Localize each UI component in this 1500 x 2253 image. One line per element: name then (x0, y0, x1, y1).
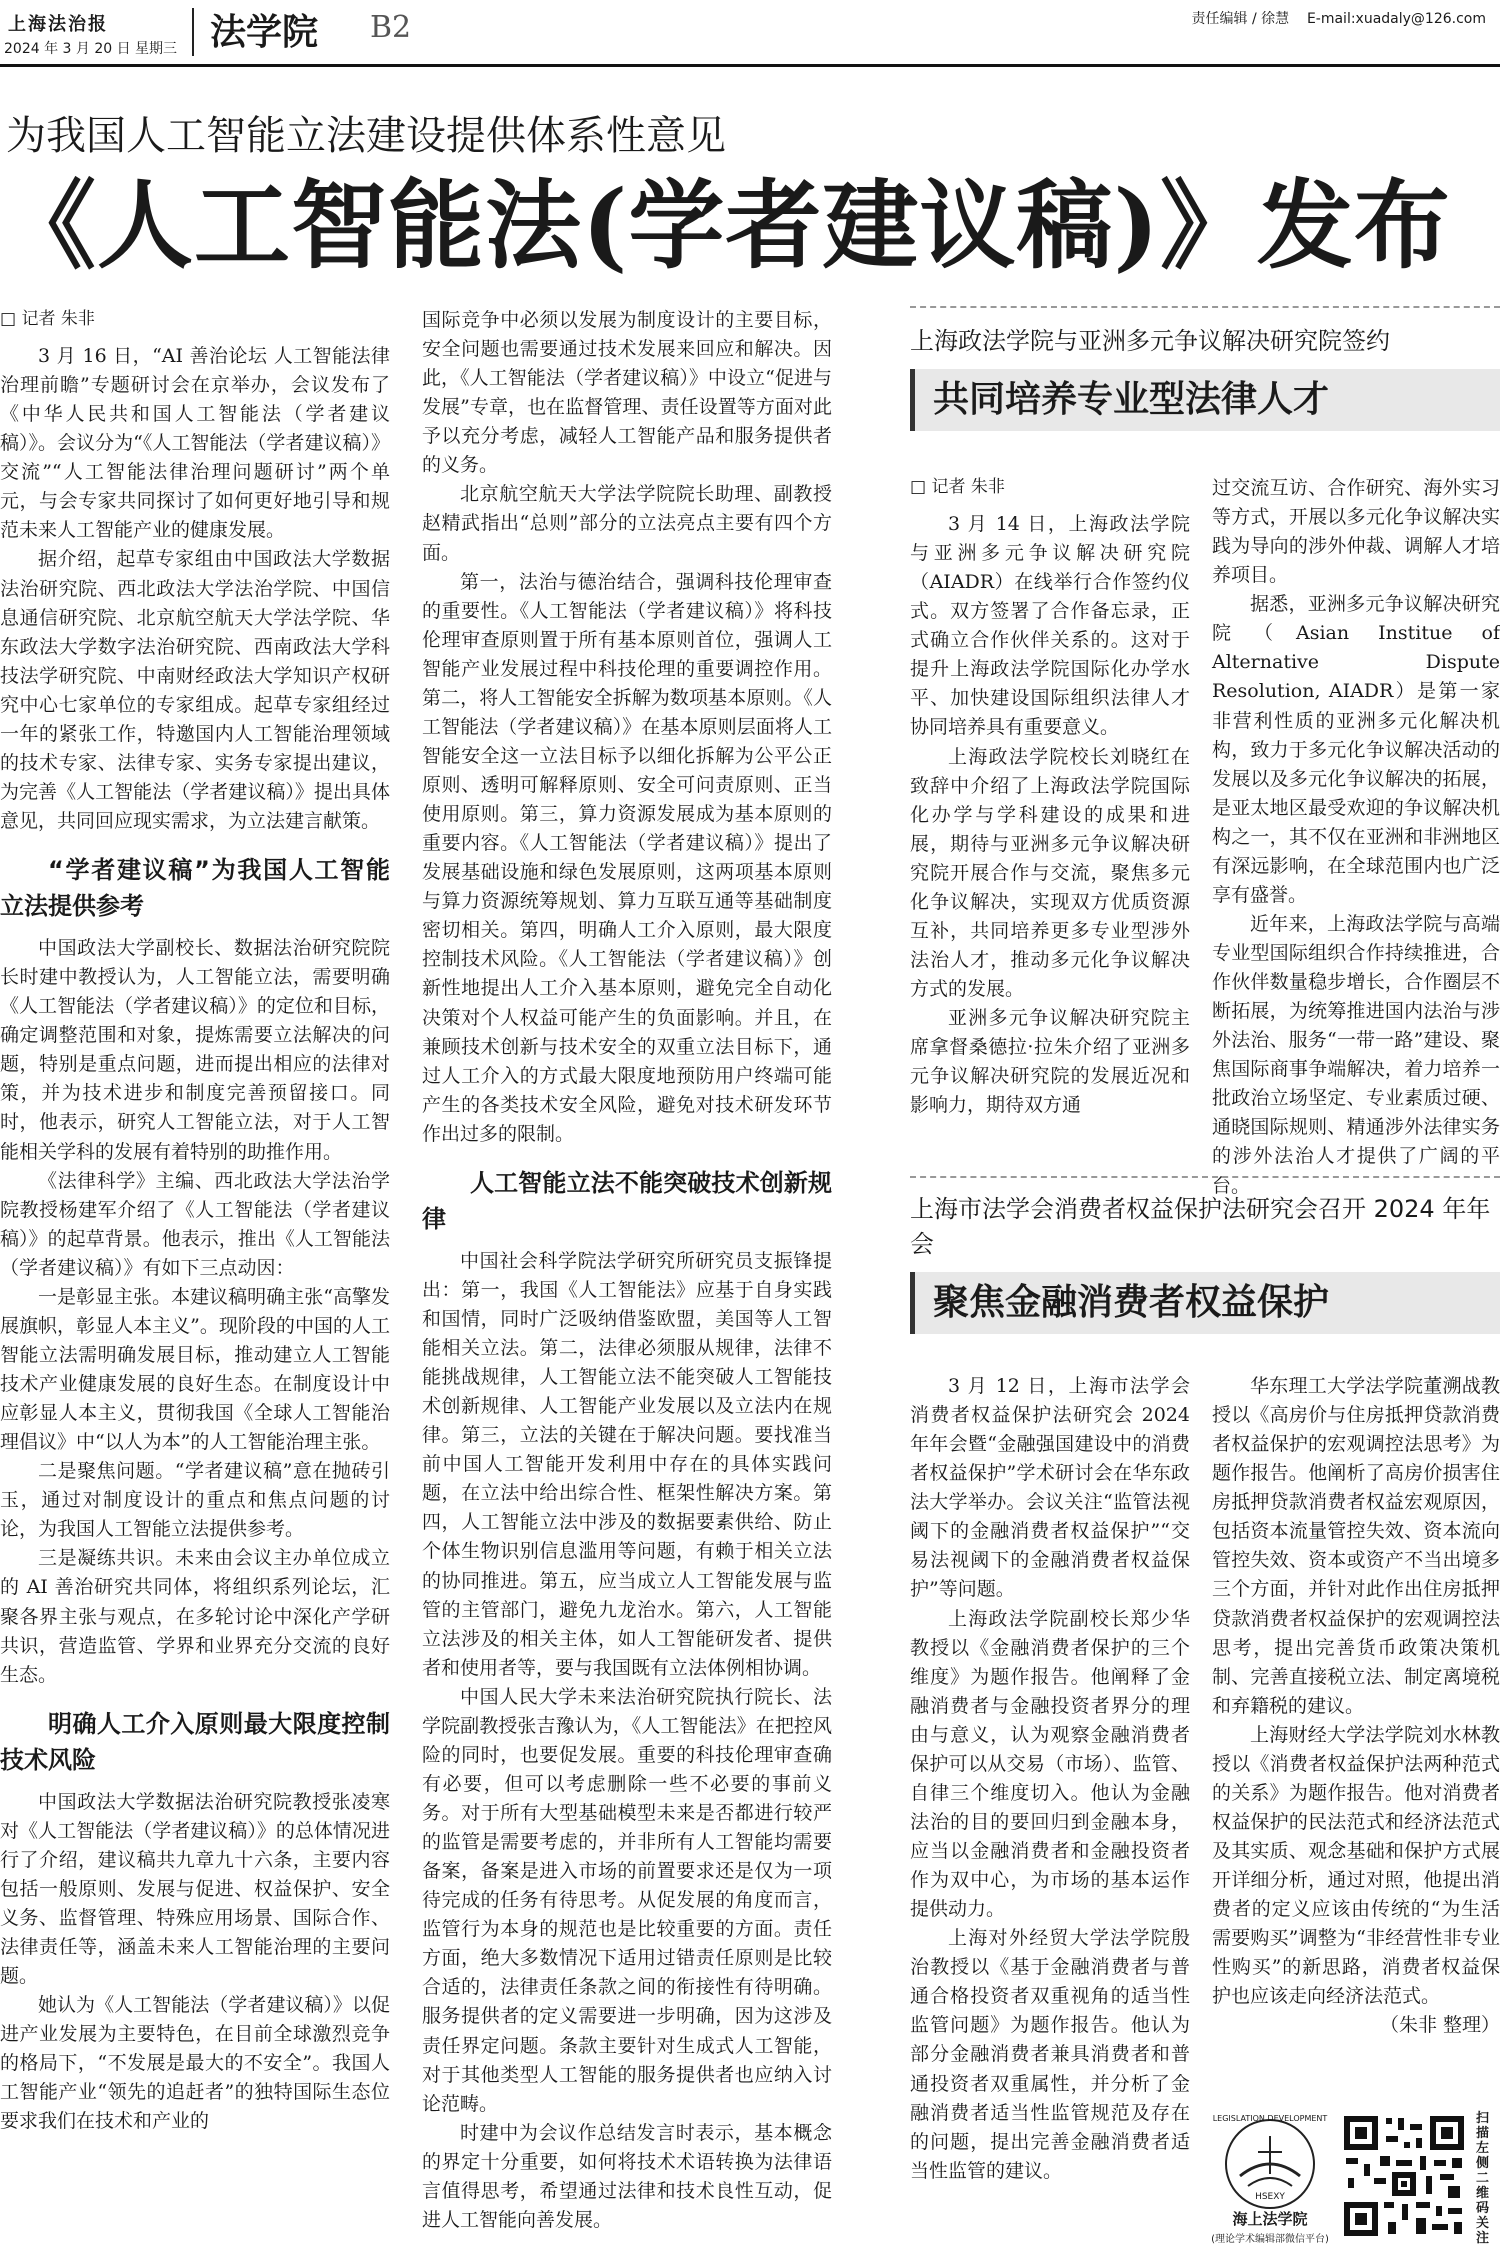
paragraph: 北京航空航天大学法学院院长助理、副教授赵精武指出“总则”部分的立法亮点主要有四个方面。 (422, 483, 832, 564)
story2-column-1 (910, 474, 1190, 1120)
story2-header (910, 324, 1500, 431)
main-kicker: 为我国人工智能立法建设提供体系性意见 (6, 113, 726, 159)
paragraph: 3 月 14 日，上海政法学院与亚洲多元争议解决研究院（AIADR）在线举行合作签约仪式。双方签署了合作备忘录，正式确立合作伙伴关系的。这对于提升上海政法学院国际化办学水平、加快建设国际组织法律人才协同培养具有重要意义。 (910, 513, 1190, 739)
story2-kicker: 上海政法学院与亚洲多元争议解决研究院签约 (910, 327, 1390, 355)
page-number: B2 (370, 10, 412, 45)
story3-header (910, 1192, 1500, 1334)
story3-column-2 (1212, 1372, 1500, 2040)
masthead-rule (0, 64, 1500, 67)
paragraph: 华东理工大学法学院董溯战教授以《高房价与住房抵押贷款消费者权益保护的宏观调控法思考》为题作报告。他阐析了高房价损害住房抵押贷款消费者权益宏观原因，包括资本流量管控失效、资本流向管控失效、资本或资产不当出境多三个方面，并针对此作出住房抵押贷款消费者权益保护的宏观调控法思考，提出完善货币政策决策机制、完善直接税立法、制定离境税和弃籍税的建议。 (1212, 1375, 1500, 1717)
paragraph: 她认为《人工智能法（学者建议稿）》以促进产业发展为主要特色，在目前全球激烈竞争的格局下，“不发展是最大的不安全”。我国人工智能产业“领先的追赶者”的独特国际生态位要求我们在技术和产业的 (0, 1994, 390, 2133)
wechat-note: (理论学术编辑部微信平台) (1211, 2234, 1329, 2245)
paragraph: 3 月 12 日，上海市法学会消费者权益保护法研究会 2024 年年会暨“金融强国建设中的消费者权益保护”学术研讨会在华东政法大学举办。会议关注“监管法视阈下的金融消费者权益保护”“交易法视阈下的金融消费者权益保护”等问题。 (910, 1375, 1190, 1601)
school-name: 海上法学院 (1232, 2210, 1308, 2228)
main-headline: 《人工智能法(学者建议稿)》发布 (0, 169, 1451, 282)
signoff: （朱非 整理） (1379, 2014, 1500, 2037)
masthead (0, 0, 1500, 62)
issue-date: 2024 年 3 月 20 日 星期三 (4, 41, 178, 57)
paragraph: 据悉，亚洲多元争议解决研究院（Asian Institue of Alternative Dispute Resolution, AIADR）是第一家非营利性质的亚洲多元化解决机构，致力于多元化争议解决活动的发展以及多元化争议解决的拓展，是亚太地区最受欢迎的争议解决机构之一，其不仅在亚洲和非洲地区有深远影响，在全球范围内也广泛享有盛誉。 (1212, 593, 1500, 906)
main-byline: □ 记者 朱非 (0, 309, 95, 329)
paragraph: 上海政法学院校长刘晓红在致辞中介绍了上海政法学院国际化办学与学科建设的成果和进展，期待与亚洲多元争议解决研究院开展合作与交流，聚焦多元化争议解决，实现双方优质资源互补，共同培养更多专业型涉外法治人才，推动多元化争议解决方式的发展。 (910, 745, 1190, 1000)
paragraph: 中国政法大学副校长、数据法治研究院院长时建中教授认为，人工智能立法，需要明确《人工智能法（学者建议稿）》的定位和目标，确定调整范围和对象，提炼需要立法解决的问题，特别是重点问题，进而提出相应的法律对策，并为技术进步和制度完善预留接口。同时，他表示，研究人工智能立法，对于人工智能相关学科的发展有着特别的助推作用。 (0, 937, 390, 1163)
story2-column-2 (1212, 474, 1500, 1201)
subheading: 明确人工介入原则最大限度控制技术风险 (0, 1709, 390, 1774)
paragraph: 二是聚焦问题。“学者建议稿”意在抛砖引玉，通过对制度设计的重点和焦点问题的讨论，为我国人工智能立法提供参考。 (0, 1460, 390, 1541)
paragraph: 一是彰显主张。本建议稿明确主张“高擎发展旗帜，彰显人本主义”。现阶段的中国的人工智能立法需明确发展目标，推动建立人工智能技术产业健康发展的良好生态。在制度设计中应彰显人本主义，贯彻我国《全球人工智能治理倡议》中“以人为本”的人工智能治理主张。 (0, 1285, 390, 1454)
masthead-divider (192, 8, 194, 56)
paragraph: 近年来，上海政法学院与高端专业型国际组织合作持续推进，合作伙伴数量稳步增长，合作圈层不断拓展，为统筹推进国内法治与涉外法治、服务“一带一路”建设、聚焦国际商事争端解决，着力培养一批政治立场坚定、专业素质过硬、通晓国际规则、精通涉外法律实务的涉外法治人才提供了广阔的平台。 (1212, 912, 1500, 1197)
editor-email[interactable]: E-mail:xuadaly@126.com (1306, 11, 1486, 27)
section-title: 法学院 (210, 12, 319, 53)
editor-line (1192, 8, 1487, 28)
main-column-2 (422, 306, 832, 2235)
paragraph: 亚洲多元争议解决研究院主席拿督桑德拉·拉朱介绍了亚洲多元争议解决研究院的发展近况和影响力，期待双方通 (910, 1007, 1190, 1117)
subheading: 人工智能立法不能突破技术创新规律 (422, 1168, 832, 1233)
paragraph: 上海政法学院副校长郑少华教授以《金融消费者保护的三个维度》为题作报告。他阐释了金融消费者与金融投资者界分的理由与意义，认为观察金融消费者保护可以从交易（市场）、监管、自律三个维度切入。他认为金融法治的目的要回归到金融本身，应当以金融消费者和金融投资者作为双中心，为市场的基本运作提供动力。 (910, 1607, 1190, 1921)
paper-logo: 上海法治报 (8, 14, 108, 35)
paragraph: 过交流互访、合作研究、海外实习等方式，开展以多元化争议解决实践为导向的涉外仲裁、调解人才培养项目。 (1212, 477, 1500, 587)
story3-kicker: 上海市法学会消费者权益保护法研究会召开 2024 年年会 (910, 1195, 1491, 1258)
paragraph: 《法律科学》主编、西北政法大学法治学院教授杨建军介绍了《人工智能法（学者建议稿）》的起草背景。他表示，推出《人工智能法（学者建议稿）》有如下三点动因： (0, 1169, 390, 1279)
story2-headline: 共同培养专业型法律人才 (910, 369, 1500, 431)
qr-note: 扫描左侧二维码关注 (1476, 2111, 1490, 2246)
paragraph: 中国社会科学院法学研究所研究员支振锋提出：第一，我国《人工智能法》应基于自身实践和国情，同时广泛吸纳借鉴欧盟，美国等人工智能相关立法。第二，法律必须服从规律，法律不能挑战规律，人工智能立法不能突破人工智能技术创新规律、人工智能产业发展以及立法内在规律。第三，立法的关键在于解决问题。要找准当前中国人工智能开发利用中存在的具体实践问题，在立法中给出综合性、框架性解决方案。第四，人工智能立法中涉及的数据要素供给、防止个体生物识别信息滥用等问题，有赖于相关立法的协同推进。第五，应当成立人工智能发展与监管的主管部门，避免九龙治水。第六，人工智能立法涉及的相关主体，如人工智能研发者、提供者和使用者等，要与我国既有立法体例相协调。 (422, 1249, 832, 1679)
paragraph: 国际竞争中必须以发展为制度设计的主要目标，安全问题也需要通过技术发展来回应和解决。因此，《人工智能法（学者建议稿）》中设立“促进与发展”专章，也在监督管理、责任设置等方面对此予以充分考虑，减轻人工智能产品和服务提供者的义务。 (422, 309, 832, 477)
qr-code[interactable] (1340, 2112, 1468, 2240)
paragraph: 中国政法大学数据法治研究院教授张凌寒对《人工智能法（学者建议稿）》的总体情况进行了介绍，建议稿共九章九十六条，主要内容包括一般原则、发展与促进、权益保护、安全义务、监督管理、特殊应用场景、国际合作、法律责任等，涵盖未来人工智能治理的主要问题。 (0, 1790, 390, 1988)
badge-abbr: HSEXY (1255, 2192, 1285, 2202)
paragraph: 第一，法治与德治结合，强调科技伦理审查的重要性。《人工智能法（学者建议稿）》将科技伦理审查原则置于所有基本原则首位，强调人工智能产业发展过程中科技伦理的重要调控作用。第二，将人工智能安全拆解为数项基本原则。《人工智能法（学者建议稿）》在基本原则层面将人工智能安全这一立法目标予以细化拆解为公平公正原则、透明可解释原则、安全可问责原则、正当使用原则。第三，算力资源发展成为基本原则的重要内容。《人工智能法（学者建议稿）》提出了发展基础设施和绿色发展原则，这两项基本原则与算力资源统筹规划、算力互联互通等基础制度密切相关。第四，明确人工介入原则，最大限度控制技术风险。《人工智能法（学者建议稿）》创新性地提出人工介入基本原则，避免完全自动化决策对个人权益可能产生的负面影响。并且，在兼顾技术创新与技术安全的双重立法目标下，通过人工介入的方式最大限度地预防用户终端可能产生的各类技术安全风险，避免对技术研发环节作出过多的限制。 (422, 570, 832, 1145)
school-badge (1210, 2112, 1330, 2247)
story3-column-1 (910, 1372, 1190, 2186)
story-divider (910, 306, 1500, 308)
badge-text: LEGISLATION DEVELOPMENT (1212, 2114, 1328, 2123)
editor-label: 责任编辑 / 徐慧 (1191, 11, 1290, 27)
story2-byline: □ 记者 朱非 (910, 477, 1005, 497)
paragraph: 中国人民大学未来法治研究院执行院长、法学院副教授张吉豫认为，《人工智能法》在把控风险的同时，也要促发展。重要的科技伦理审查确有必要，但可以考虑删除一些不必要的事前义务。对于所有大型基础模型未来是否都进行较严的监管是需要考虑的，并非所有人工智能均需要备案，备案是进入市场的前置要求还是仅为一项待完成的任务有待思考。从促发展的角度而言，监管行为本身的规范也是比较重要的方面。责任方面，绝大多数情况下适用过错责任原则是比较合适的，法律责任条款之间的衔接性有待明确。服务提供者的定义需要进一步明确，因为这涉及责任界定问题。条款主要针对生成式人工智能，对于其他类型人工智能的服务提供者也应纳入讨论范畴。 (422, 1685, 832, 2115)
main-column-1 (0, 306, 390, 2136)
paragraph: 三是凝练共识。未来由会议主办单位成立的 AI 善治研究共同体，将组织系列论坛，汇聚各界主张与观点，在多轮讨论中深化产学研共识，营造监管、学界和业界充分交流的良好生态。 (0, 1547, 390, 1686)
story3-headline: 聚焦金融消费者权益保护 (910, 1272, 1500, 1334)
qr-code-icon (1340, 2112, 1468, 2240)
subheading: “学者建议稿”为我国人工智能立法提供参考 (0, 856, 390, 921)
story-divider (910, 1176, 1500, 1178)
paragraph: 据介绍，起草专家组由中国政法大学数据法治研究院、西北政法大学法治学院、中国信息通信研究院、北京航空航天大学法学院、华东政法大学数字法治研究院、西南政法大学科技法学研究院、中南财经政法大学知识产权研究中心七家单位的专家组成。起草专家组经过一年的紧张工作，特邀国内人工智能治理领域的技术专家、法律专家、实务专家提出建议，为完善《人工智能法（学者建议稿）》提出具体意见，共同回应现实需求，为立法建言献策。 (0, 548, 390, 832)
paragraph: 3 月 16 日，“AI 善治论坛 人工智能法律治理前瞻”专题研讨会在京举办，会议发布了《中华人民共和国人工智能法（学者建议稿）》。会议分为“《人工智能法（学者建议稿）》交流”“人工智能法律治理问题研讨”两个单元，与会专家共同探讨了如何更好地引导和规范未来人工智能产业的健康发展。 (0, 345, 390, 542)
paragraph: 时建中为会议作总结发言时表示，基本概念的界定十分重要，如何将技术术语转换为法律语言值得思考，希望通过法律和技术良性互动，促进人工智能向善发展。 (422, 2121, 832, 2231)
paragraph: 上海对外经贸大学法学院殷治教授以《基于金融消费者与普通合格投资者双重视角的适当性监管问题》为题作报告。他认为部分金融消费者兼具消费者和普通投资者双重属性，并分析了金融消费者适当性监管规范及存在的问题，提出完善金融消费者适当性监管的建议。 (910, 1927, 1190, 2182)
paragraph: 上海财经大学法学院刘水林教授以《消费者权益保护法两种范式的关系》为题作报告。他对消费者权益保护的民法范式和经济法范式及其实质、观念基础和保护方式展开详细分析，通过对照，他提出消费者的定义应该由传统的“为生活需要购买”调整为“非经营性非专业性购买”的新思路，消费者权益保护也应该走向经济法范式。 (1212, 1723, 1500, 2008)
